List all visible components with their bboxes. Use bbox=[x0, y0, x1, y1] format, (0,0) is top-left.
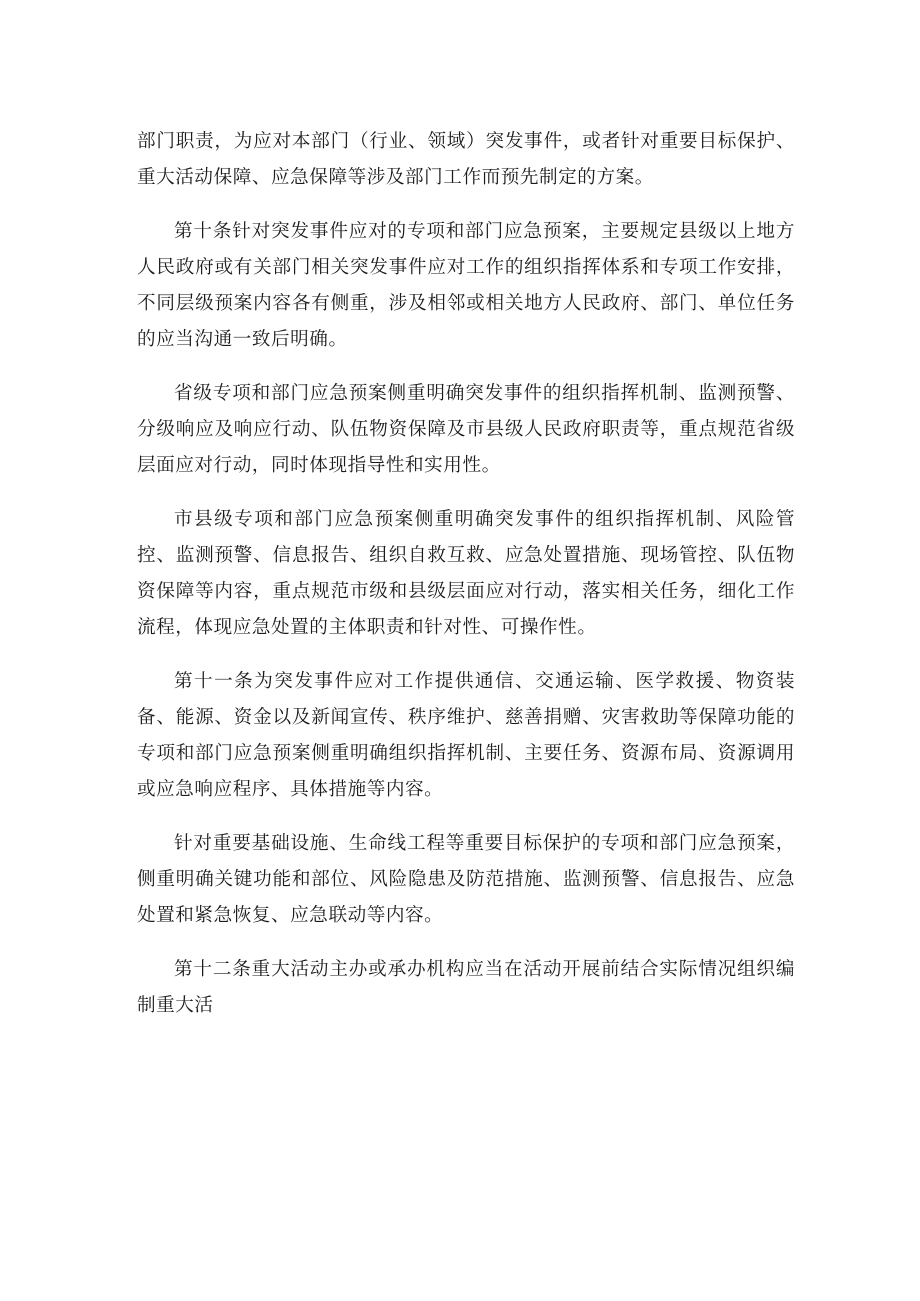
paragraph-line: 保障、应急保障等涉及部门工作而预先制定的方案。 bbox=[213, 167, 654, 188]
paragraph-line: 及响应行动、队伍物资保障及市县级人民政府职责等，重点规范省级层面应对行动，同 bbox=[137, 419, 795, 476]
paragraph-article-12 bbox=[137, 952, 795, 1024]
paragraph-city-county-plans bbox=[137, 502, 795, 646]
paragraph-line: 第十条针对突发事件应对的专项和部门应急预案，主要规定县级以上地方人民政府 bbox=[137, 221, 795, 278]
paragraph-line: 各有侧重，涉及相邻或相关地方人民政府、部门、单位任务的应当沟通一致后明确。 bbox=[137, 293, 795, 350]
paragraph-line: 资金以及新闻宣传、秩序维护、慈善捐赠、灾害救助等保障功能的专项和部门应急预案 bbox=[137, 707, 795, 764]
paragraph-line: 关键功能和部位、风险隐患及防范措施、监测预警、信息报告、应急处置和紧急恢复、 bbox=[137, 869, 795, 926]
paragraph-line: 省级专项和部门应急预案侧重明确突发事件的组织指挥机制、监测预警、分级响应 bbox=[137, 383, 795, 440]
paragraph-line: 应急联动等内容。 bbox=[290, 905, 444, 926]
document-page bbox=[137, 124, 795, 1042]
paragraph-article-11 bbox=[137, 664, 795, 808]
paragraph-line: 时体现指导性和实用性。 bbox=[290, 455, 501, 476]
paragraph-line: 或有关部门相关突发事件应对工作的组织指挥体系和专项工作安排，不同层级预案内容 bbox=[137, 257, 795, 314]
paragraph-article-10 bbox=[137, 214, 795, 358]
paragraph-line: 内容。 bbox=[385, 779, 444, 800]
paragraph-line: 部门职责，为应对本部门（行业、领域）突发事件，或者针对重要目标保护、重大活动 bbox=[137, 131, 795, 188]
paragraph-provincial-plans bbox=[137, 376, 795, 484]
paragraph-line: 规范市级和县级层面应对行动，落实相关任务，细化工作流程，体现应急处置的主体职 bbox=[137, 581, 795, 638]
paragraph-line: 第十二条重大活动主办或承办机构应当在活动开展前结合实际情况组织编制重大活 bbox=[137, 959, 795, 1016]
paragraph-line: 第十一条为突发事件应对工作提供通信、交通运输、医学救援、物资装备、能源、 bbox=[137, 671, 795, 728]
paragraph-line: 责和针对性、可操作性。 bbox=[385, 617, 597, 638]
paragraph-1 bbox=[137, 124, 795, 196]
paragraph-line: 警、信息报告、组织自救互救、应急处置措施、现场管控、队伍物资保障等内容，重点 bbox=[137, 545, 795, 602]
paragraph-infrastructure-plans bbox=[137, 826, 795, 934]
paragraph-line: 市县级专项和部门应急预案侧重明确突发事件的组织指挥机制、风险管控、监测预 bbox=[137, 509, 795, 566]
paragraph-line: 侧重明确组织指挥机制、主要任务、资源布局、资源调用或应急响应程序、具体措施等 bbox=[137, 743, 795, 800]
paragraph-line: 针对重要基础设施、生命线工程等重要目标保护的专项和部门应急预案，侧重明确 bbox=[137, 833, 795, 890]
